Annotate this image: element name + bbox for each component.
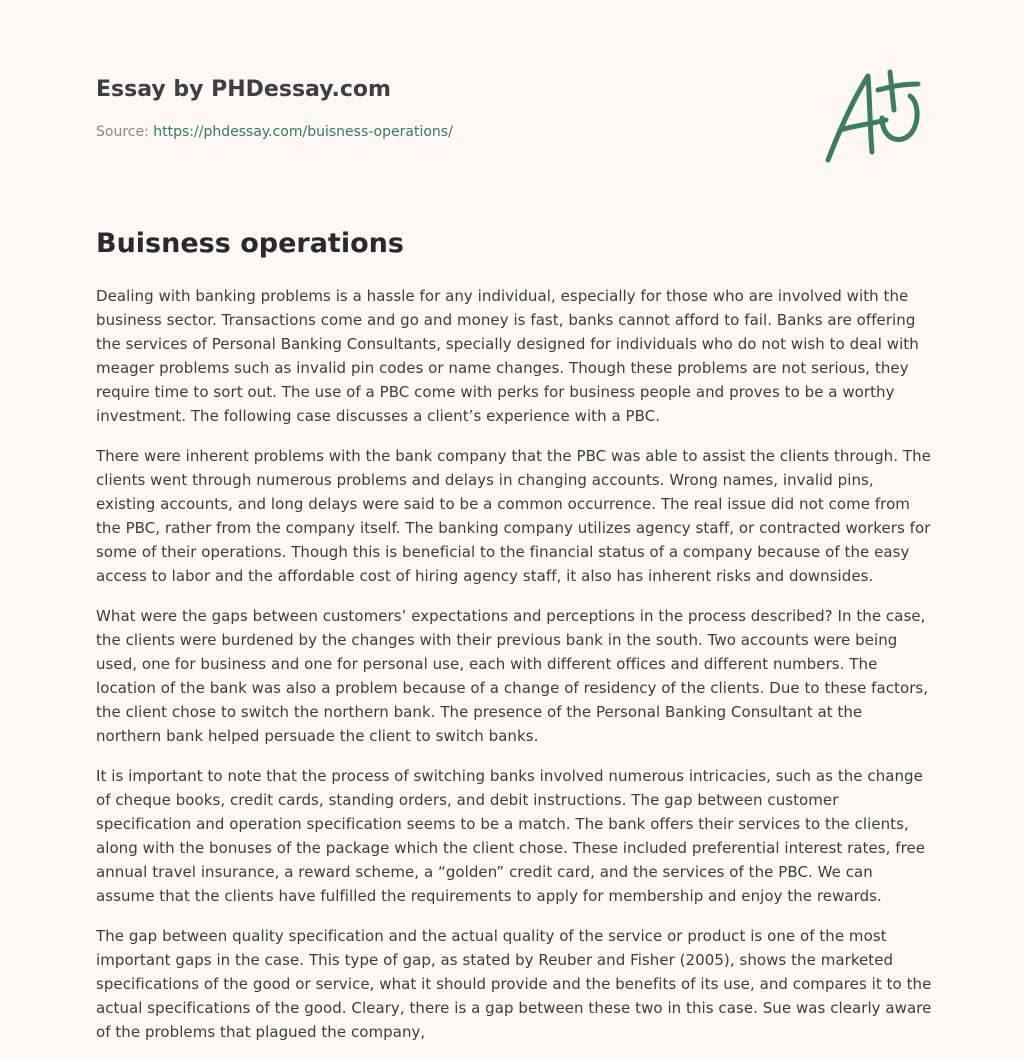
essay-title: Buisness operations <box>96 228 404 259</box>
source-line <box>96 122 796 142</box>
essay-paragraph: The gap between quality specification and the actual quality of the service or product is one of the most important gaps in the case. This type of gap, as stated by Reuber and Fisher (2005), shows the marketed specifications of the good or service, what it should provide and the benefits of its use, and compares it to the actual specifications of the good. Cleary, there is a gap between these two in this case. Sue was clearly aware of the problems that plagued the company, <box>96 927 932 1041</box>
essay-body <box>96 284 932 1060</box>
source-label: Source: <box>96 124 149 140</box>
essay-paragraph: It is important to note that the process of switching banks involved numerous intricacies, such as the change of cheque books, credit cards, standing orders, and debit instructions. The gap between customer specification and operation specification seems to be a match. The bank offers their services to the clients, along with the bonuses of the package which the client chose. These included preferential interest rates, free annual travel insurance, a reward scheme, a “golden” credit card, and the services of the PBC. We can assume that the clients have fulfilled the requirements to apply for membership and enjoy the rewards. <box>96 767 926 905</box>
page-header <box>96 72 796 142</box>
essay-paragraph: There were inherent problems with the bank company that the PBC was able to assist the clients through. The clients went through numerous problems and delays in changing accounts. Wrong names, invalid pins, existing accounts, and long delays were said to be a common occurrence. The real issue did not come from the PBC, rather from the company itself. The banking company utilizes agency staff, or contracted workers for some of their operations. Though this is beneficial to the financial status of a company because of the easy access to labor and the affordable cost of hiring agency staff, it also has inherent risks and downsides. <box>96 447 931 585</box>
site-title: Essay by PHDessay.com <box>96 77 391 102</box>
a-plus-logo <box>820 64 930 168</box>
essay-paragraph: What were the gaps between customers’ expectations and perceptions in the process described? In the case, the clients were burdened by the changes with their previous bank in the south. Two accounts were being used, one for business and one for personal use, each with different offices and different numbers. The location of the bank was also a problem because of a change of residency of the clients. Due to these factors, the client chose to switch the northern bank. The presence of the Personal Banking Consultant at the northern bank helped persuade the client to switch banks. <box>96 607 929 745</box>
essay-paragraph: Dealing with banking problems is a hassle for any individual, especially for those who are involved with the business sector. Transactions come and go and money is fast, banks cannot afford to fail. Banks are offering the services of Personal Banking Consultants, specially designed for individuals who do not wish to deal with meager problems such as invalid pin codes or name changes. Though these problems are not serious, they require time to sort out. The use of a PBC come with perks for business people and proves to be a worthy investment. The following case discusses a client’s experience with a PBC. <box>96 287 919 425</box>
source-link[interactable]: https://phdessay.com/buisness-operations/ <box>153 124 453 140</box>
